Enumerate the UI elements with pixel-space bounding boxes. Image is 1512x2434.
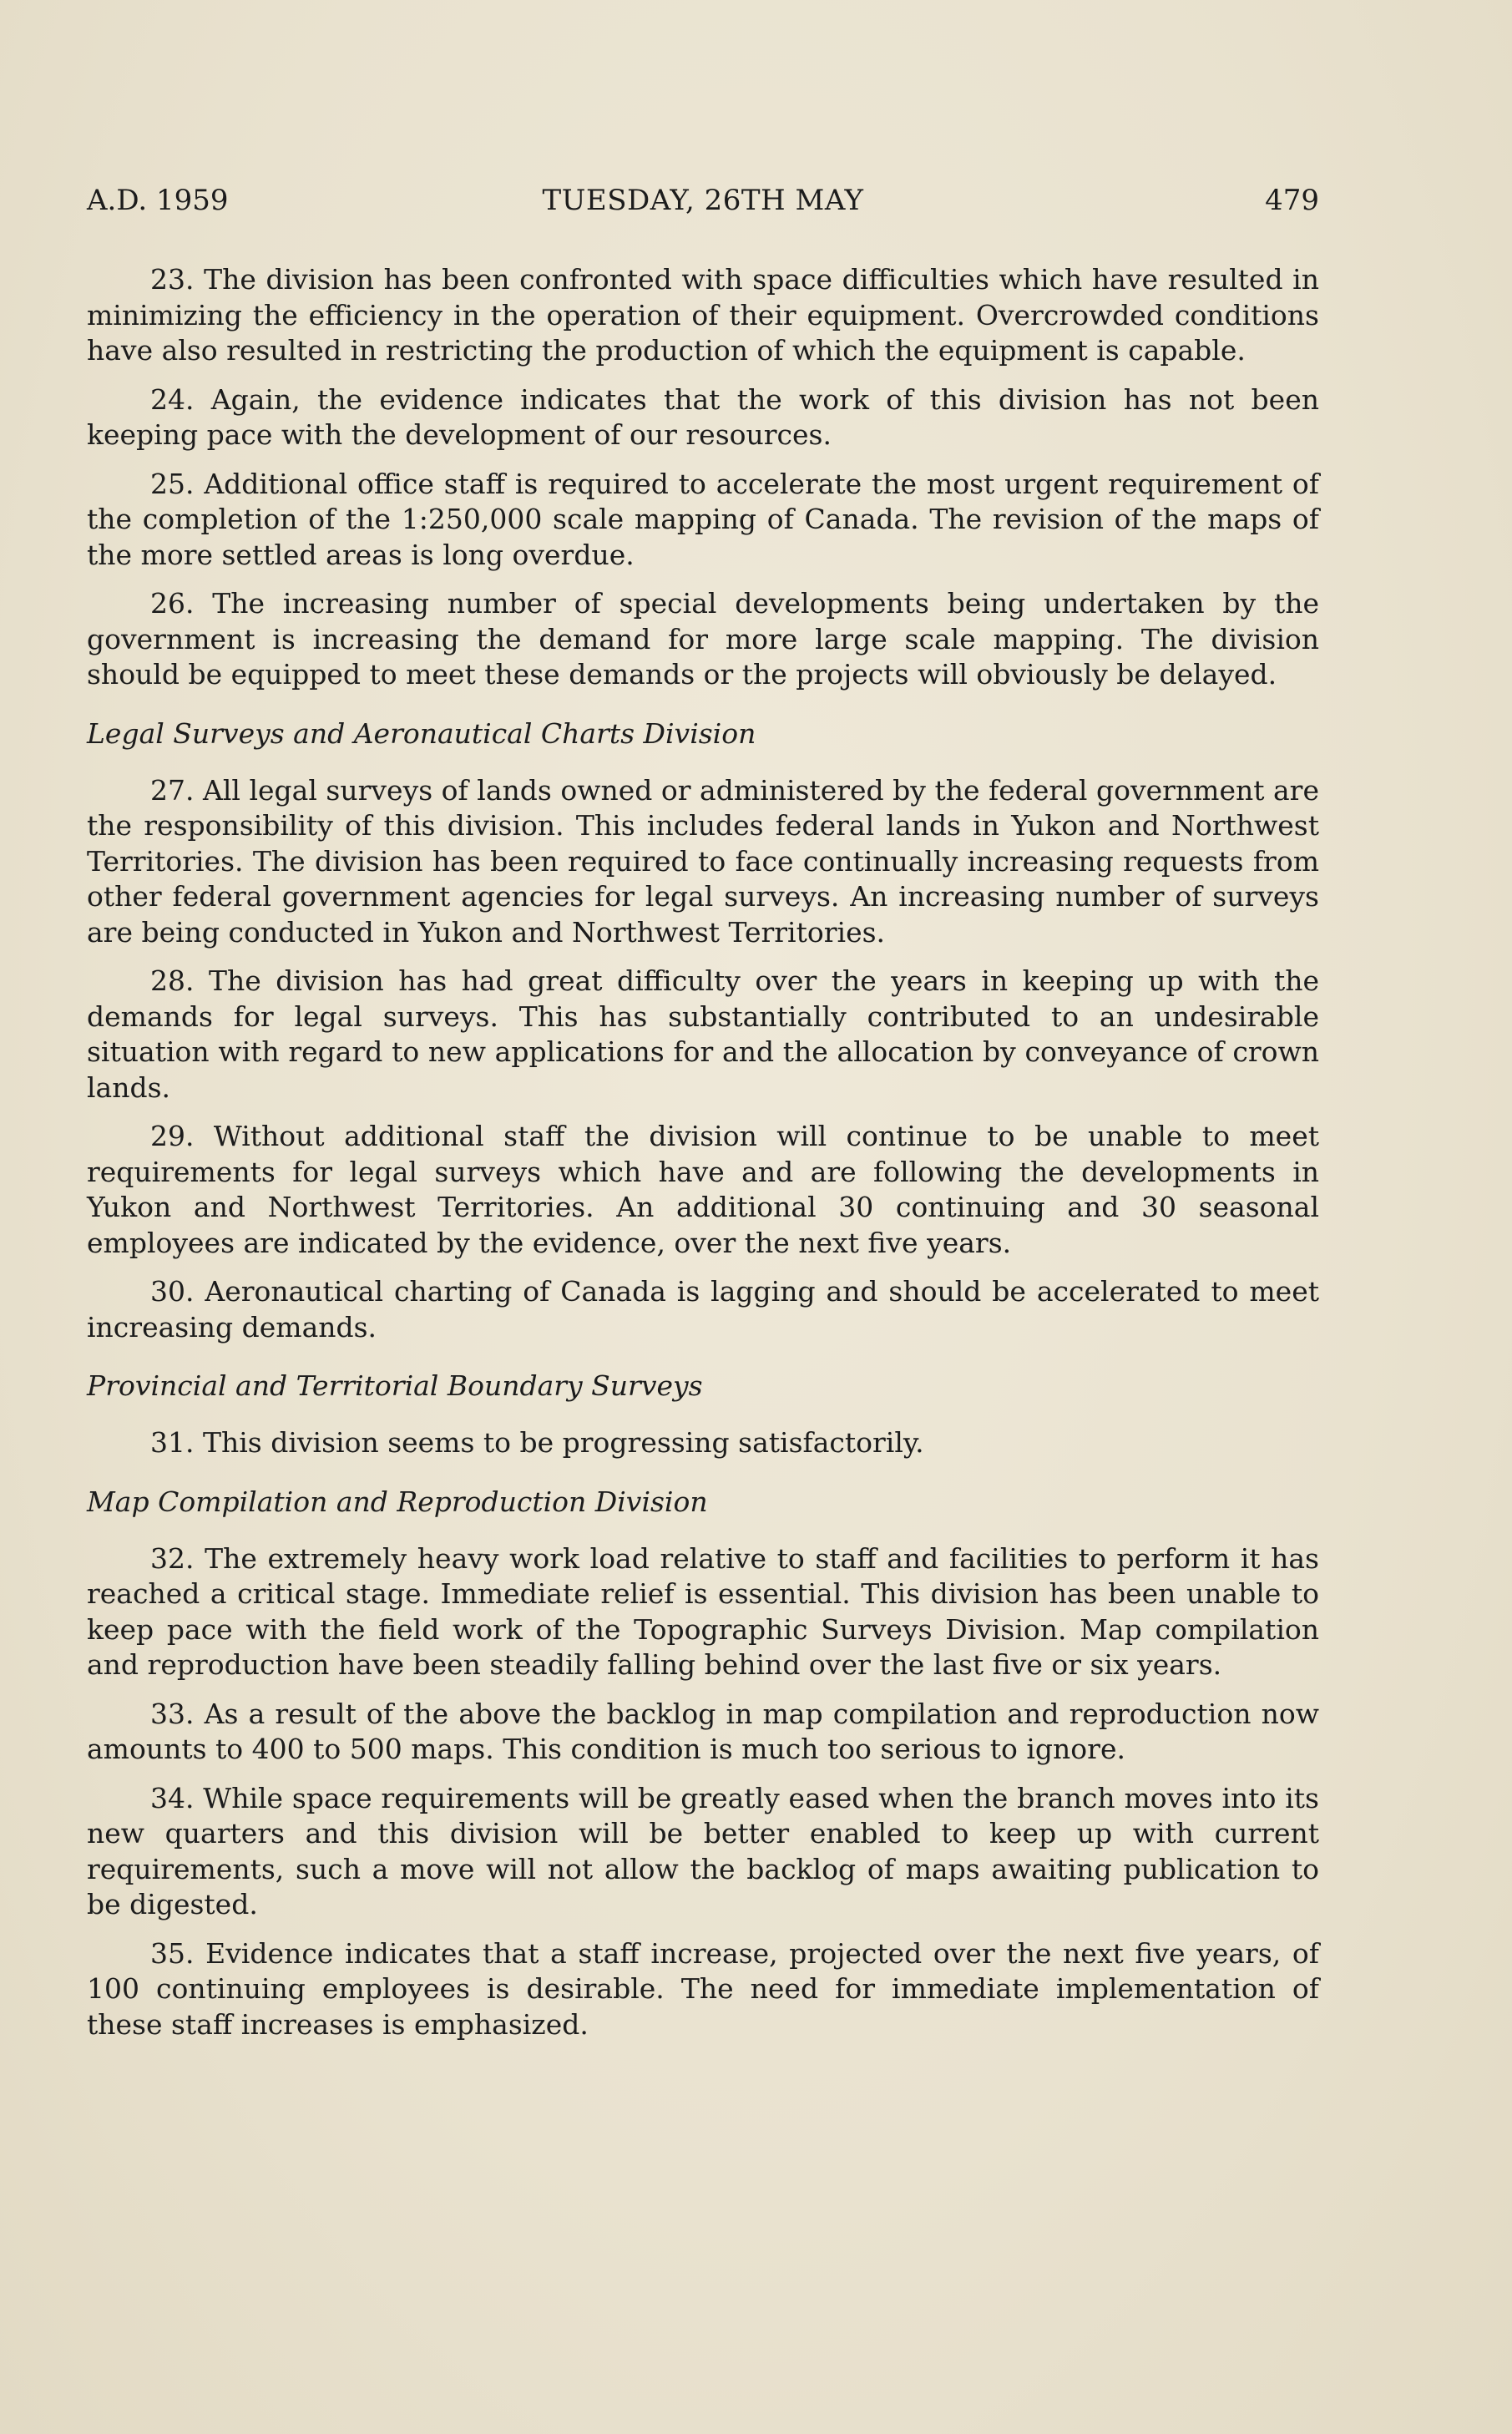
paragraph-27: 27. All legal surveys of lands owned or administered by the federal government are the responsibility of this division. This includes federal lands in Yukon and Northwest Territories. The division has been required to face continually increasing requests from other federal government agencies for legal surveys. An increasing number of surveys are being conducted in Yukon and Northwest Territories.	[87, 773, 1319, 949]
paragraph-28: 28. The division has had great difficulty over the years in keeping up with the demands for legal surveys. This has substantially contributed to an undesirable situation with regard to new applications for and the allocation by conveyance of crown lands.	[87, 964, 1319, 1104]
paragraph-35: 35. Evidence indicates that a staff increase, projected over the next five years, of 100 continuing employees is desirable. The need for immediate implementation of these staff increases is emphasized.	[87, 1936, 1319, 2041]
paragraph-33: 33. As a result of the above the backlog in map compilation and reproduction now amounts to 400 to 500 maps. This condition is much too serious to ignore.	[87, 1697, 1319, 1765]
paragraph-34: 34. While space requirements will be greatly eased when the branch moves into its new quarters and this division will be better enabled to keep up with current requirements, such a move will not allow the backlog of maps awaiting publication to be digested.	[87, 1781, 1319, 1920]
paragraph-26: 26. The increasing number of special developments being undertaken by the government is increasing the demand for more large scale mapping. The division should be equipped to meet these demands or the projects will obviously be delayed.	[87, 587, 1319, 691]
paragraph-31: 31. This division seems to be progressing satisfactorily.	[150, 1426, 924, 1459]
header-year: A.D. 1959	[87, 184, 229, 217]
page-header	[87, 184, 1319, 225]
paragraph-32: 32. The extremely heavy work load relative to staff and facilities to perform it has reached a critical stage. Immediate relief is essential. This division has been unable to keep pace with the field work of the Topographic Surveys Division. Map compilation and reproduction have been steadily falling behind over the last five or six years.	[87, 1541, 1319, 1681]
section-heading-legal-surveys: Legal Surveys and Aeronautical Charts Division	[87, 716, 756, 750]
paragraph-29: 29. Without additional staff the division will continue to be unable to meet requirements for legal surveys which have and are following the developments in Yukon and Northwest Territories. An additional 30 continuing and 30 seasonal employees are indicated by the evidence, over the next five years.	[87, 1120, 1319, 1259]
paragraph-25: 25. Additional office staff is required to accelerate the most urgent requirement of the completion of the 1:250,000 scale mapping of Canada. The revision of the maps of the more settled areas is long overdue.	[87, 467, 1319, 571]
paragraph-24: 24. Again, the evidence indicates that the work of this division has not been keeping pace with the development of our resources.	[87, 382, 1319, 451]
header-date: TUESDAY, 26TH MAY	[542, 184, 864, 217]
section-heading-boundary-surveys: Provincial and Territorial Boundary Surveys	[87, 1369, 703, 1402]
paragraph-30: 30. Aeronautical charting of Canada is lagging and should be accelerated to meet increasing demands.	[87, 1275, 1319, 1344]
page	[87, 184, 1319, 2056]
section-heading-map-compilation: Map Compilation and Reproduction Division	[87, 1485, 708, 1518]
page-number: 479	[1265, 184, 1319, 217]
paragraph-23: 23. The division has been confronted with space difficulties which have resulted in minimizing the efficiency in the operation of their equipment. Overcrowded conditions have also resulted in restricting the production of which the equipment is capable.	[87, 263, 1319, 367]
